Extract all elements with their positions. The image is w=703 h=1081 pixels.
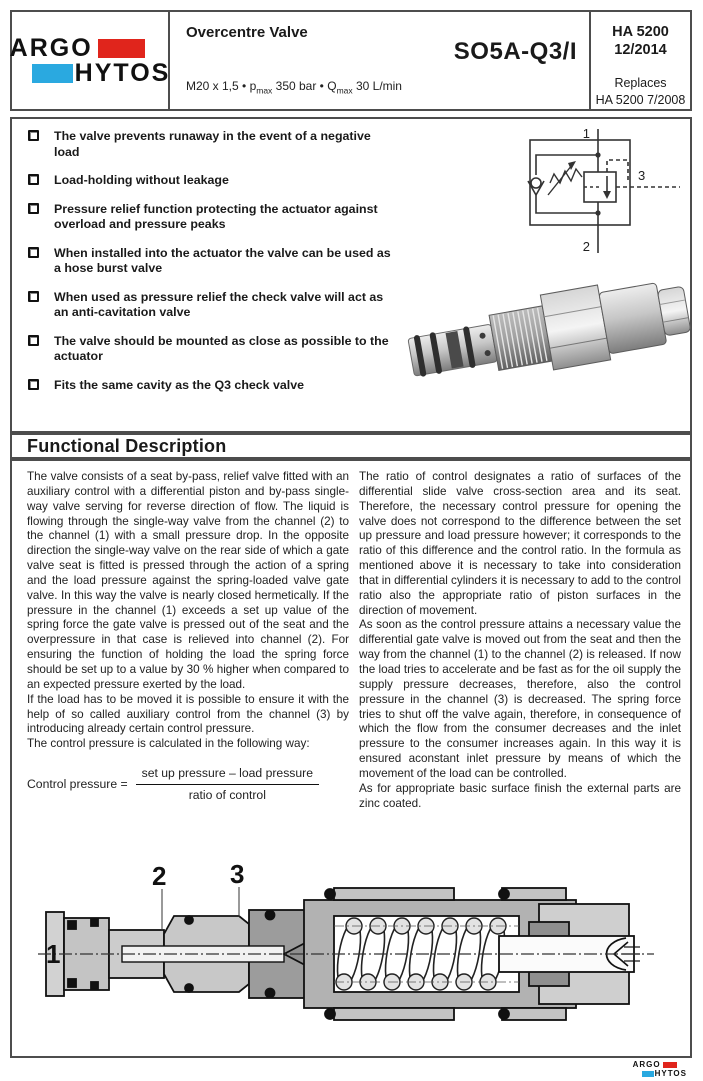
cross-section-port-3-label: 3 [230,859,245,889]
features-section [10,117,692,433]
list-item [28,334,396,365]
list-item [28,246,396,277]
valve-product-photo [395,259,693,407]
header-title-cell [170,12,589,109]
brand-word-hytos: HYTOS [74,58,171,87]
footer-brand-cyan-block [642,1071,654,1077]
list-item [28,173,396,189]
feature-text: When installed into the actuator the valve can be used as a hose burst valve [54,245,391,275]
functional-description-section [10,459,692,1058]
replaces-doc: HA 5200 7/2008 [595,93,686,107]
paragraph: As soon as the control pressure attains a necessary value the differential gate valve is moved out from the seat and then the way from the channel (1) to the channel (2) is released. If now the load tries to accelerate and be fast as for the oil supply the supply pressure decreases, therefore, also the control pressure in the channel (3) is decreased. The spring force tries to shut off the valve again, therefore, in consequence of which the flow from the consumer decreases and the inlet pressure to the consumer increases again. In this way it is ensured aconstant inlet pressure by means of which the movement of the load can be controlled. [359,618,681,780]
section-title: Functional Description [27,435,227,456]
footer-brand-word-argo: ARGO [632,1060,661,1069]
brand-red-block [98,39,145,58]
feature-text: When used as pressure relief the check valve will act as an anti-cavitation valve [54,289,384,319]
feature-text: The valve prevents runaway in the event of a negative load [54,129,371,159]
feature-list [28,129,396,406]
list-item [28,202,396,233]
schematic-port-1-label: 1 [582,126,590,141]
list-item [28,129,396,160]
formula-denominator: ratio of control [188,787,266,802]
paragraph: The valve consists of a seat by-pass, relief valve fitted with an auxiliary control with a differential piston and by-pass single-way valve serving for reverse direction of flow. The liquid is flowing through the single-way valve from the channel (2) to the channel (1) with a small pressure drop. In the opposite direction the single-way valve on the rear side of which a gate valve seat is fitted is pressed through the action of a spring and the load pressure against the spring-loaded valve gate valve. In this way the valve is nearly closed hermetically. If the pressure in the channel (1) exceeds a set up value of the spring force the gate valve is pressed out of the seat and the overpressure in that case is relieved into channel (2). For ensuring the function of holding the load the spring force should be set up to a value by 30 % higher when compared to an expected pressure exerted by the load. [27,470,349,691]
valve-cross-section-drawing [34,859,668,1057]
feature-text: Pressure relief function protecting the actuator against overload and pressure peaks [54,201,378,231]
cross-section-port-2-label: 2 [152,861,167,891]
spec-part3: 30 L/min [352,78,402,93]
spec-part2: 350 bar • Q [272,78,337,93]
header [10,10,692,111]
schematic-port-2-label: 2 [582,239,590,254]
document-title: Overcentre Valve [186,24,308,41]
brand-word-argo: ARGO [9,33,93,62]
paragraph: If the load has to be moved it is possible to ensure it with the help of so called auxiliary control from the channel (3) by introducing already certain control pressure. [27,692,349,736]
paragraph: The control pressure is calculated in the following way: [27,737,310,751]
checkbox-icon [28,379,39,390]
formula-numerator: set up pressure – load pressure [136,766,319,785]
hydraulic-schematic-diagram [478,125,684,257]
checkbox-icon [28,247,39,258]
feature-text: Load-holding without leakage [54,173,229,187]
schematic-port-3-label: 3 [638,168,646,183]
spec-part1: M20 x 1,5 • p [186,78,257,93]
model-number: SO5A-Q3/I [453,38,577,65]
section-header [10,433,692,459]
doc-reference-cell [589,12,690,109]
text-column-right [359,470,681,811]
control-pressure-formula [27,766,349,803]
brand-cyan-block [32,64,73,83]
footer-brand-logo [633,1061,687,1078]
doc-date: 12/2014 [614,42,667,58]
spec-line [186,79,575,99]
formula-lhs: Control pressure = [27,776,128,791]
checkbox-icon [28,130,39,141]
checkbox-icon [28,174,39,185]
feature-text: Fits the same cavity as the Q3 check valve [54,377,305,392]
footer-brand-red-block [663,1062,677,1068]
footer-brand-word-hytos: HYTOS [654,1069,687,1078]
spec-p-sub: max [256,85,273,95]
cross-section-port-1-label: 1 [46,939,61,969]
feature-text: The valve should be mounted as close as possible to the actuator [54,333,389,363]
checkbox-icon [28,203,39,214]
paragraph: As for appropriate basic surface finish the external parts are zinc coated. [359,781,681,810]
list-item [28,378,396,394]
replaces-label: Replaces [614,76,667,90]
text-column-left [27,470,349,803]
checkbox-icon [28,291,39,302]
brand-logo [9,12,171,109]
doc-number: HA 5200 [612,24,669,40]
list-item [28,290,396,321]
spec-q-sub: max [336,85,353,95]
checkbox-icon [28,335,39,346]
paragraph: The ratio of control designates a ratio of surfaces of the differential slide valve cross-section area and its seat. Therefore, the necessary control pressure for opening the valve does not correspond to the difference between the set up pressure and load pressure however; it corresponds to the ratio of this difference and the control ratio. In the formula as mentioned above it is necessary to take into consideration that in differential cylinders it is necessary to add to the control ratio also the appropriate ratio of piston surfaces in the direction of movement. [359,470,682,617]
